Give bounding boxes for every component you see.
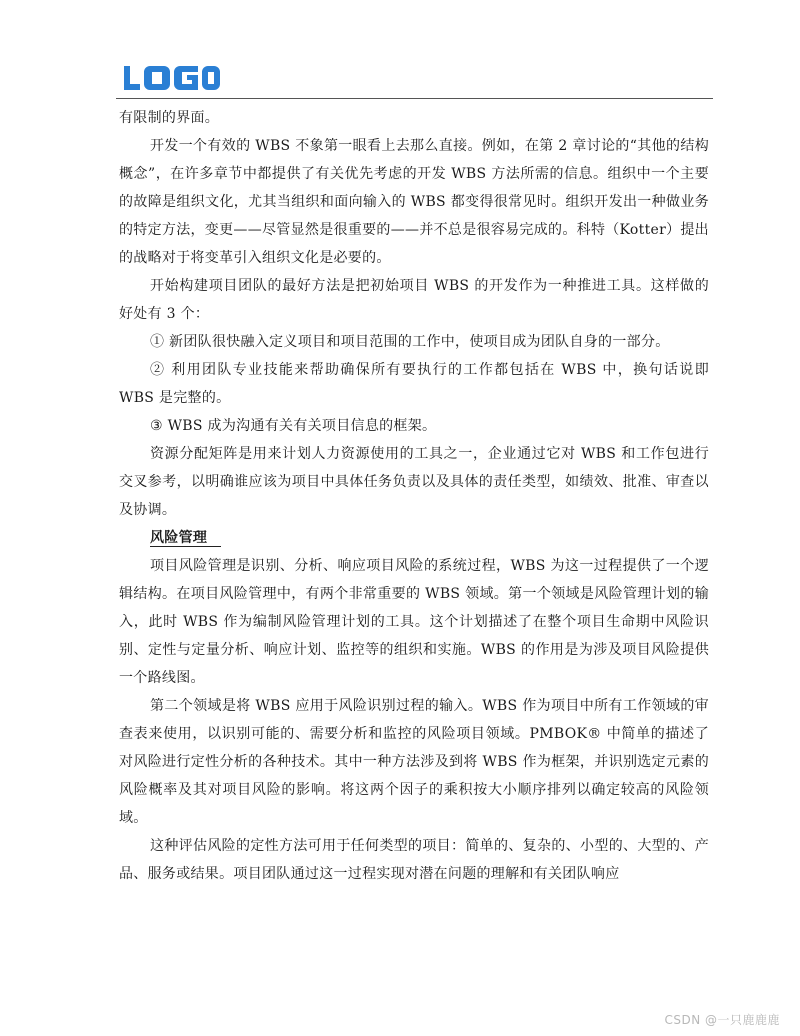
- list-item: ② 利用团队专业技能来帮助确保所有要执行的工作都包括在 WBS 中，换句话说即 WBS 是完整的。: [119, 362, 709, 406]
- section-heading: 风险管理: [119, 524, 709, 552]
- paragraph: 项目风险管理是识别、分析、响应项目风险的系统过程，WBS 为这一过程提供了一个逻辑结构。在项目风险管理中，有两个非常重要的 WBS 领域。第一个领域是风险管理计划的输入，此时 WBS 作为编制风险管理计划的工具。这个计划描述了在整个项目生命期中风险识别、定性与定量分析、响应计划、监控等的组织和实施。WBS 的作用是为涉及项目风险提供一个路线图。: [119, 558, 709, 686]
- paragraph: 开始构建项目团队的最好方法是把初始项目 WBS 的开发作为一种推进工具。这样做的好处有 3 个：: [119, 278, 709, 322]
- document-body: [119, 104, 709, 888]
- paragraph: 这种评估风险的定性方法可用于任何类型的项目：简单的、复杂的、小型的、大型的、产品、服务或结果。项目团队通过这一过程实现对潜在问题的理解和有关团队响应: [119, 838, 709, 882]
- logo: [122, 64, 222, 92]
- list-item: ① 新团队很快融入定义项目和项目范围的工作中，使项目成为团队自身的一部分。: [150, 334, 670, 350]
- header-divider: [116, 98, 713, 99]
- paragraph: 有限制的界面。: [119, 110, 220, 126]
- paragraph: 第二个领域是将 WBS 应用于风险识别过程的输入。WBS 作为项目中所有工作领域的审查表来使用，以识别可能的、需要分析和监控的风险项目领域。PMBOK® 中简单的描述了对风险进行定性分析的各种技术。其中一种方法涉及到将 WBS 作为框架，并识别选定元素的风险概率及其对项目风险的影响。将这两个因子的乘积按大小顺序排列以确定较高的风险领域。: [119, 698, 709, 826]
- paragraph: 开发一个有效的 WBS 不象第一眼看上去那么直接。例如，在第 2 章讨论的“其他的结构概念”，在许多章节中都提供了有关优先考虑的开发 WBS 方法所需的信息。组织中一个主要的故障是组织文化，尤其当组织和面向输入的 WBS 都变得很常见时。组织开发出一种做业务的特定方法，变更——尽管显然是很重要的——并不总是很容易完成的。科特（Kotter）提出的战略对于将变革引入组织文化是必要的。: [119, 138, 709, 266]
- list-item: ③ WBS 成为沟通有关有关项目信息的框架。: [150, 418, 437, 434]
- paragraph: 资源分配矩阵是用来计划人力资源使用的工具之一，企业通过它对 WBS 和工作包进行交叉参考，以明确谁应该为项目中具体任务负责以及具体的责任类型，如绩效、批准、审查以及协调。: [119, 446, 709, 518]
- watermark: CSDN @一只鹿鹿鹿: [664, 1013, 780, 1027]
